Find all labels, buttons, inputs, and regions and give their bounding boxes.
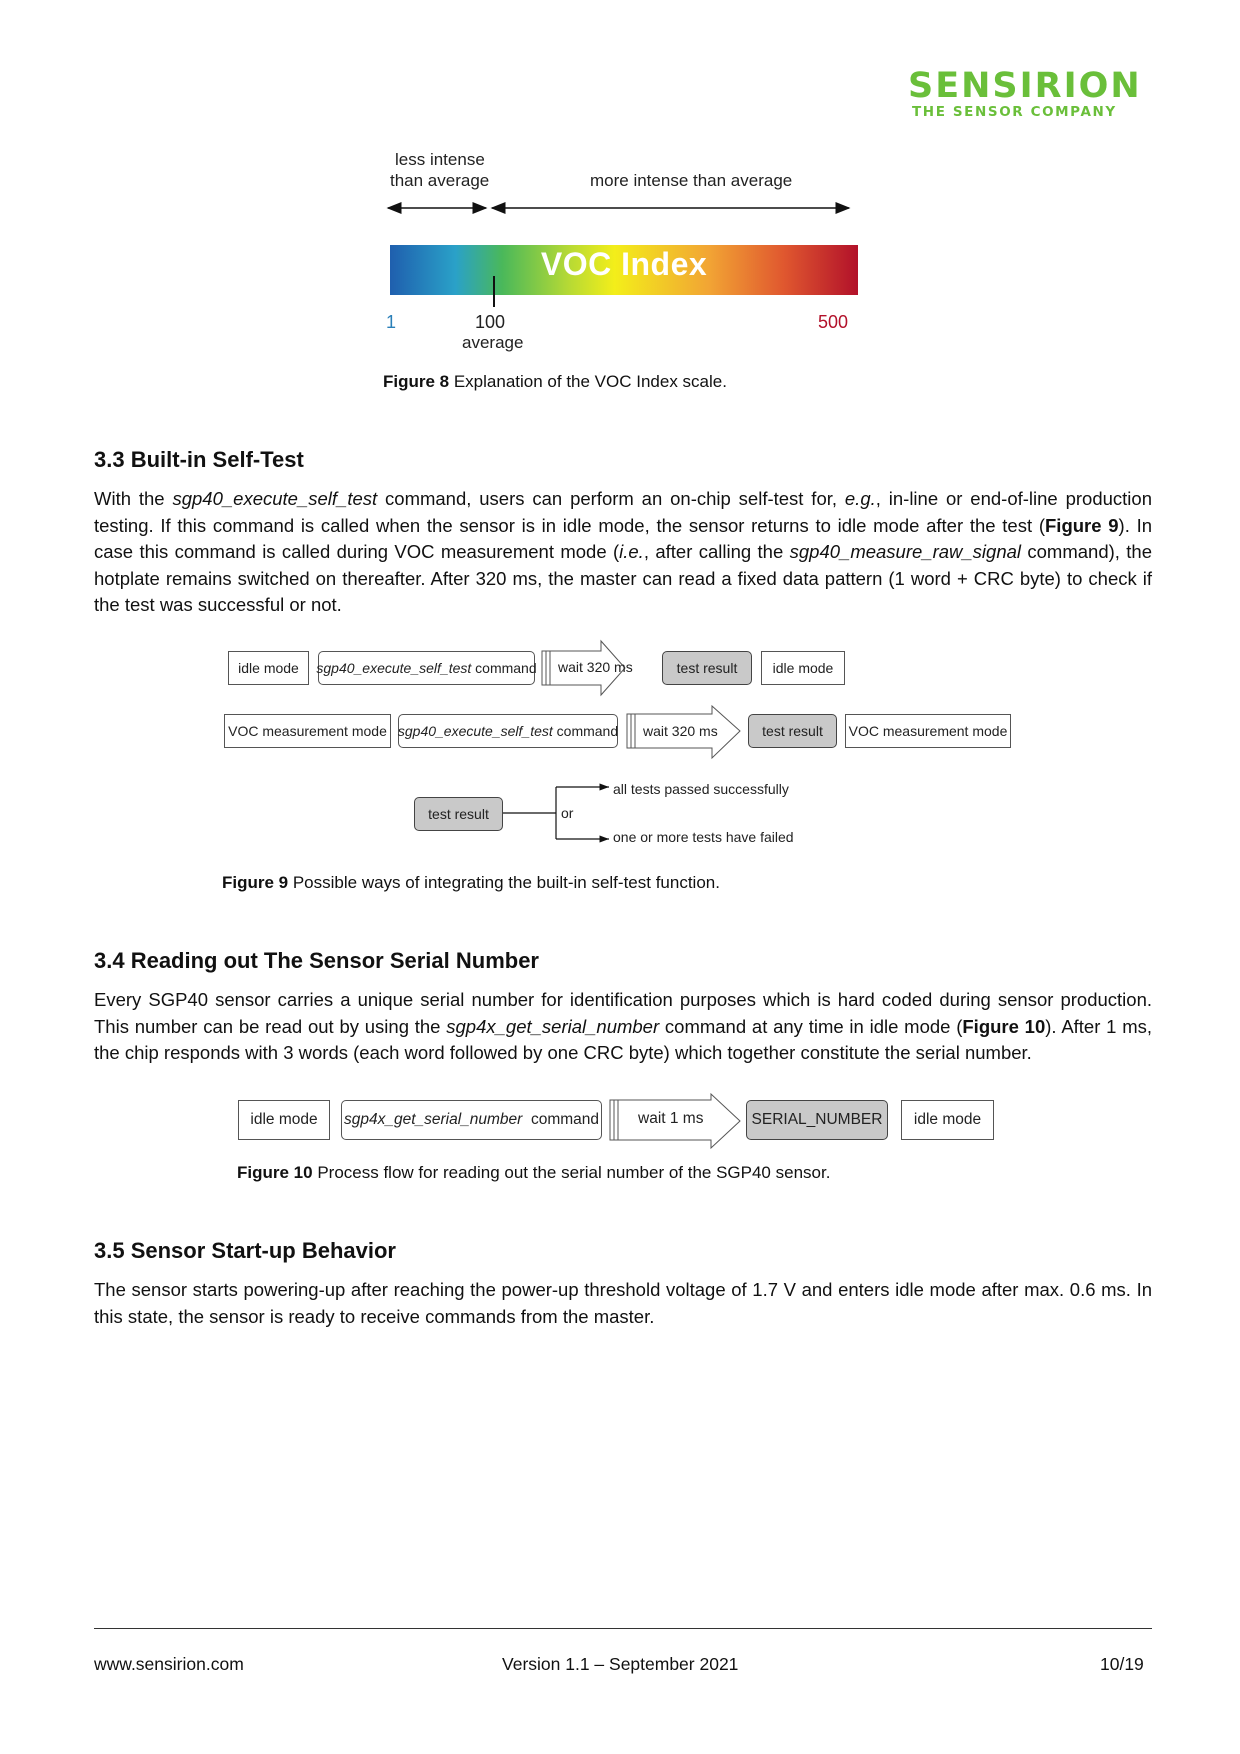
voc-avg-label: average bbox=[462, 333, 524, 352]
section-3-4-heading: 3.4 Reading out The Sensor Serial Number bbox=[94, 948, 539, 973]
footer-page-number: 10/19 bbox=[1100, 1654, 1144, 1674]
voc-range-arrows bbox=[0, 0, 1240, 240]
less-intense-label-line1: less intense bbox=[395, 150, 485, 169]
row2-self-test-command-box: sgp40_execute_self_test command bbox=[398, 714, 618, 748]
less-intense-label-line2: than average bbox=[390, 171, 490, 190]
branch-test-result-box: test result bbox=[414, 797, 503, 831]
row1-wait-label: wait 320 ms bbox=[558, 659, 633, 675]
section-3-3-heading: 3.3 Built-in Self-Test bbox=[94, 447, 304, 472]
footer-version: Version 1.1 – September 2021 bbox=[502, 1654, 739, 1674]
all-tests-passed-label: all tests passed successfully bbox=[613, 781, 789, 797]
figure10-caption: Figure 10 Process flow for reading out the serial number of the SGP40 sensor. bbox=[237, 1163, 831, 1182]
section-3-5-paragraph: The sensor starts powering-up after reaching the power-up threshold voltage of 1.7 V and enters idle mode after max. 0.6 ms. In this state, the sensor is ready to receive commands from the master. bbox=[94, 1279, 1152, 1327]
voc-avg-value: 100 bbox=[475, 312, 506, 332]
average-tick bbox=[493, 276, 495, 307]
fig10-get-serial-command-box: sgp4x_get_serial_number command bbox=[341, 1100, 602, 1140]
row1-end-idle-mode-box: idle mode bbox=[761, 651, 845, 685]
more-intense-label: more intense than average bbox=[590, 171, 793, 190]
footer-website: www.sensirion.com bbox=[94, 1654, 244, 1674]
voc-max-value: 500 bbox=[818, 312, 849, 332]
branch-or-label: or bbox=[561, 805, 574, 821]
tests-failed-label: one or more tests have failed bbox=[613, 829, 794, 845]
row1-self-test-command-box: sgp40_execute_self_test command bbox=[318, 651, 535, 685]
figure9-caption: Figure 9 Possible ways of integrating the built-in self-test function. bbox=[222, 873, 720, 892]
branch-arrows bbox=[503, 782, 613, 844]
footer-divider bbox=[94, 1628, 1152, 1629]
logo-tagline: THE SENSOR COMPANY bbox=[912, 104, 1117, 120]
row2-voc-measurement-box: VOC measurement mode bbox=[224, 714, 391, 748]
fig10-serial-number-box: SERIAL_NUMBER bbox=[746, 1100, 888, 1140]
section-3-4-paragraph: Every SGP40 sensor carries a unique serial number for identification purposes which is hard coded during sensor production. This number can be read out by using the sgp4x_get_serial_number command at any time in idle mode (Figure 10). After 1 ms, the chip responds with 3 words (each word followed by one CRC byte) which together constitute the serial number. bbox=[94, 989, 1153, 1063]
row1-test-result-box: test result bbox=[662, 651, 752, 685]
row2-wait-label: wait 320 ms bbox=[643, 723, 718, 739]
section-3-3-paragraph: With the sgp40_execute_self_test command, users can perform an on-chip self-test for, e.g., in-line or end-of-line production testing. If this command is called when the sensor is in idle mode, the sensor returns to idle mode after the test (Figure 9). In case this command is called during VOC measurement mode (i.e., after calling the sgp40_measure_raw_signal command), the hotplate remains switched on thereafter. After 320 ms, the master can read a fixed data pattern (1 word + CRC byte) to check if the test was successful or not. bbox=[94, 488, 1153, 615]
voc-index-title: VOC Index bbox=[540, 246, 708, 282]
row2-test-result-box: test result bbox=[748, 714, 837, 748]
voc-min-value: 1 bbox=[386, 312, 397, 332]
section-3-5-heading: 3.5 Sensor Start-up Behavior bbox=[94, 1238, 396, 1263]
fig10-wait-label: wait 1 ms bbox=[638, 1110, 704, 1127]
row1-idle-mode-box: idle mode bbox=[228, 651, 309, 685]
sensirion-logo: SENSIRION bbox=[908, 66, 1142, 106]
fig10-idle-mode-box: idle mode bbox=[238, 1100, 330, 1140]
fig10-end-idle-mode-box: idle mode bbox=[901, 1100, 994, 1140]
figure8-caption: Figure 8 Explanation of the VOC Index scale. bbox=[383, 372, 727, 391]
row2-end-voc-measurement-box: VOC measurement mode bbox=[845, 714, 1011, 748]
